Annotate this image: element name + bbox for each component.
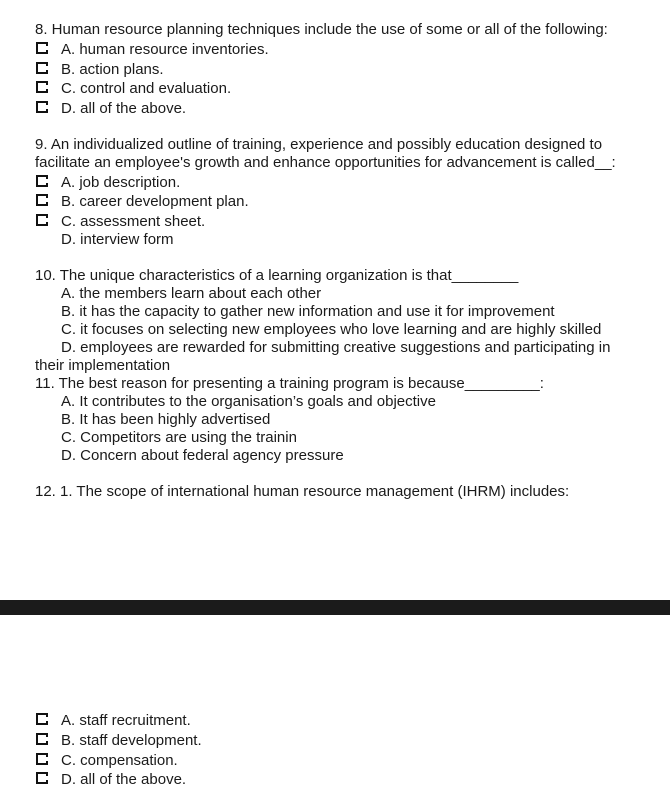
q11-option-b: B. It has been highly advertised [61,411,271,428]
checkbox-icon[interactable] [36,42,48,54]
q10-option-b: B. it has the capacity to gather new information and use it for improvement [61,303,555,320]
q8-option-a: A. human resource inventories. [61,41,269,58]
q9-option-c: C. assessment sheet. [61,213,206,230]
q9-option-d: D. interview form [61,231,174,248]
checkbox-icon[interactable] [36,713,48,725]
checkbox-icon[interactable] [36,753,48,765]
q10-option-c: C. it focuses on selecting new employees who love learning and are highly skilled [61,321,602,338]
q12-option-d: D. all of the above. [61,771,187,788]
question-12-stem: 12. 1. The scope of international human resource management (IHRM) includes: [35,483,570,500]
q11-option-a: A. It contributes to the organisation’s goals and objective [61,393,436,410]
question-10-stem: 10. The unique characteristics of a learning organization is that________ [35,267,519,284]
question-9-stem-line2: facilitate an employee's growth and enhance opportunities for advancement is called__: [35,154,616,171]
q12-option-b: B. staff development. [61,732,202,749]
checkbox-icon[interactable] [36,733,48,745]
q10-option-d-continued: their implementation [35,357,171,374]
q9-option-a: A. job description. [61,174,181,191]
checkbox-icon[interactable] [36,101,48,113]
page-divider-bar [0,600,670,615]
q12-option-c: C. compensation. [61,752,178,769]
checkbox-icon[interactable] [36,62,48,74]
checkbox-icon[interactable] [36,194,48,206]
q10-option-a: A. the members learn about each other [61,285,322,302]
checkbox-icon[interactable] [36,175,48,187]
q8-option-d: D. all of the above. [61,100,187,117]
q11-option-d: D. Concern about federal agency pressure [61,447,344,464]
q8-option-c: C. control and evaluation. [61,80,232,97]
q11-option-c: C. Competitors are using the trainin [61,429,297,446]
checkbox-icon[interactable] [36,81,48,93]
q8-option-b: B. action plans. [61,61,164,78]
q12-option-a: A. staff recruitment. [61,712,191,729]
q10-option-d: D. employees are rewarded for submitting creative suggestions and participating in [61,339,611,356]
question-9-stem-line1: 9. An individualized outline of training, experience and possibly education designed to [35,136,603,153]
checkbox-icon[interactable] [36,772,48,784]
question-11-stem: 11. The best reason for presenting a training program is because_________: [35,375,544,392]
question-8-stem: 8. Human resource planning techniques include the use of some or all of the following: [35,21,608,38]
checkbox-icon[interactable] [36,214,48,226]
q9-option-b: B. career development plan. [61,193,249,210]
